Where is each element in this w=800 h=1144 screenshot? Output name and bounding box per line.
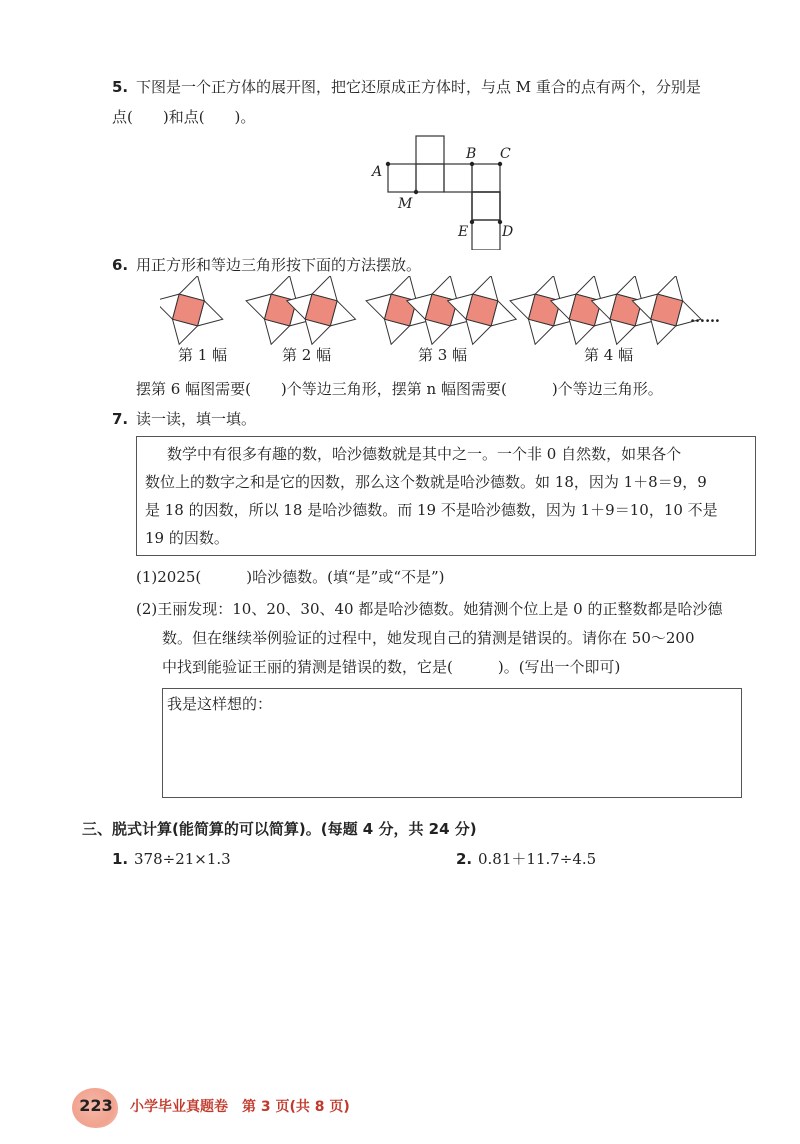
label-E: E (458, 224, 469, 240)
label-B: B (466, 146, 477, 162)
reading-line-1: 数学中有很多有趣的数，哈沙德数就是其中之一。一个非 0 自然数，如果各个 (167, 445, 682, 463)
caption-3: 第 3 幅 (418, 346, 468, 364)
reading-box (136, 436, 756, 556)
q6-number: 6. (112, 256, 129, 274)
section3-title: 三、脱式计算(能简算的可以简算)。(每题 4 分，共 24 分) (82, 820, 477, 838)
reading-line-4: 19 的因数。 (145, 529, 229, 547)
reading-line-3: 是 18 的因数，所以 18 是哈沙德数。而 19 不是哈沙德数，因为 1＋9＝10，10 不是 (145, 501, 718, 519)
caption-4: 第 4 幅 (584, 346, 634, 364)
thinking-label: 我是这样想的： (167, 695, 273, 713)
label-C: C (500, 146, 511, 162)
pattern-ellipsis: …… (690, 308, 720, 326)
q6-text: 用正方形和等边三角形按下面的方法摆放。 (136, 256, 422, 274)
q7-number: 7. (112, 410, 129, 428)
q7-title: 读一读，填一填。 (136, 410, 257, 428)
label-M: M (398, 196, 413, 212)
q5-line2: 点( )和点( )。 (112, 108, 256, 126)
problem1-number: 1. (112, 850, 129, 868)
label-A: A (372, 164, 383, 180)
q7-sub2-line2: 数。但在继续举例验证的过程中，她发现自己的猜测是错误的。请你在 50～200 (162, 629, 695, 647)
reading-line-2: 数位上的数字之和是它的因数，那么这个数就是哈沙德数。如 18，因为 1＋8＝9，9 (145, 473, 707, 491)
q5-number: 5. (112, 78, 129, 96)
q5-line1: 下图是一个正方体的展开图，把它还原成正方体时，与点 M 重合的点有两个，分别是 (136, 78, 701, 96)
caption-1: 第 1 幅 (178, 346, 228, 364)
q6-question: 摆第 6 幅图需要( )个等边三角形，摆第 n 幅图需要( )个等边三角形。 (136, 380, 663, 398)
problem2-number: 2. (456, 850, 473, 868)
label-D: D (502, 224, 514, 240)
problem1: 378÷21×1.3 (134, 850, 231, 868)
footer-title: 小学毕业真题卷 第 3 页(共 8 页) (130, 1099, 350, 1115)
q7-sub1: (1)2025( )哈沙德数。(填“是”或“不是”) (136, 568, 445, 586)
thinking-box[interactable] (162, 688, 742, 798)
problem2: 0.81＋11.7÷4.5 (478, 850, 597, 868)
q7-sub2-line3: 中找到能验证王丽的猜测是错误的数，它是( )。(写出一个即可) (162, 658, 621, 676)
q7-sub2-line1: (2)王丽发现：10、20、30、40 都是哈沙德数。她猜测个位上是 0 的正整数都是哈沙德 (136, 600, 723, 618)
triangle-square-pattern (160, 276, 720, 346)
page-number: 223 (79, 1096, 113, 1115)
caption-2: 第 2 幅 (282, 346, 332, 364)
